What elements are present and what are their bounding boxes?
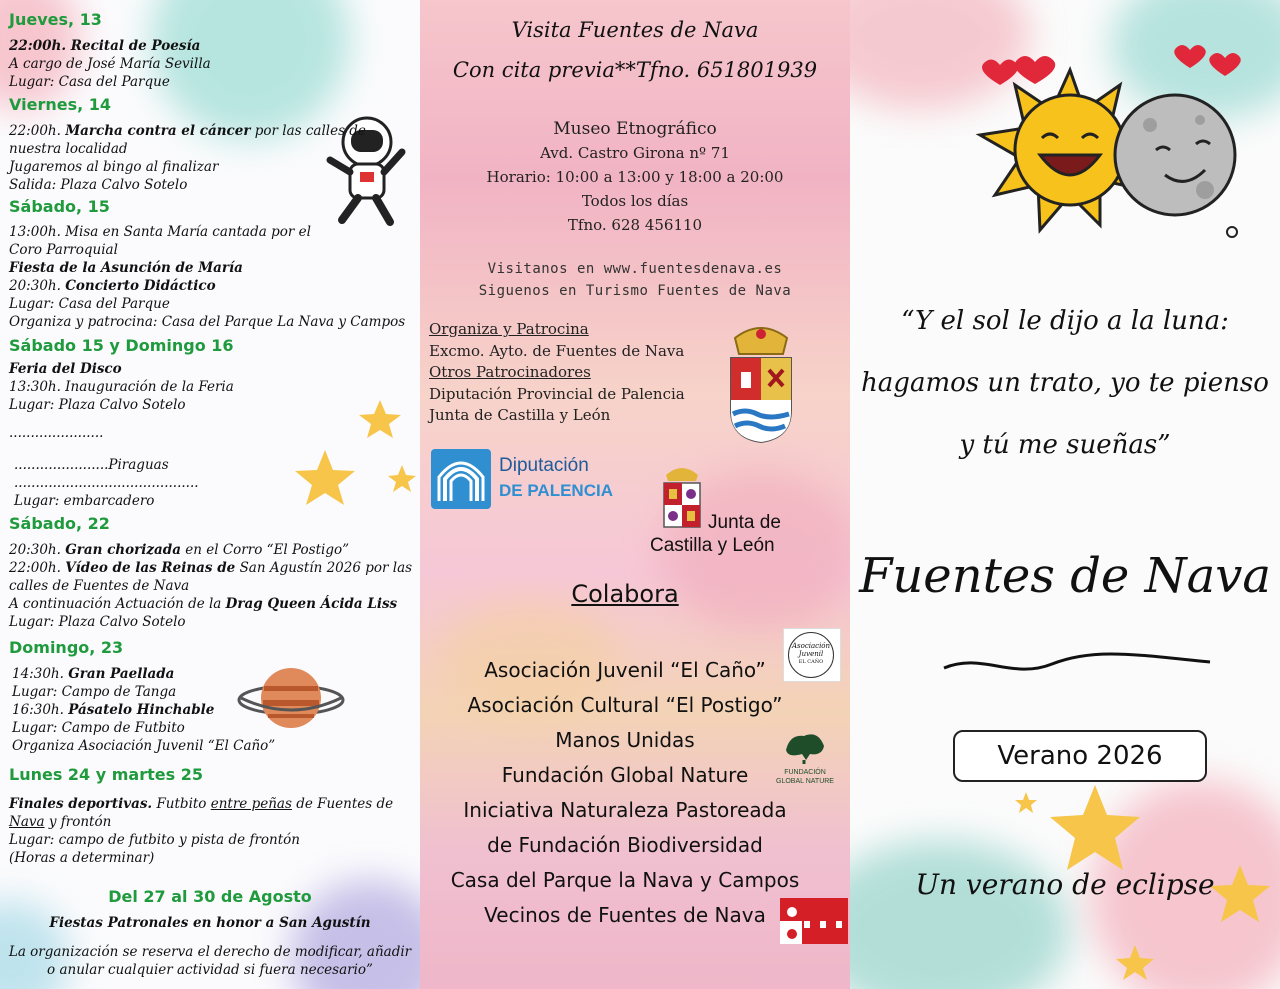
- event-line: [9, 795, 414, 813]
- event-line: nuestra localidad: [9, 141, 128, 157]
- asociacion-juvenil-logo: [783, 628, 841, 682]
- event-line: (Horas a determinar): [9, 850, 155, 866]
- logo-text: Asociación: [791, 642, 831, 650]
- museo-address: Avd. Castro Girona nº 71: [540, 144, 730, 162]
- colabora-item: Casa del Parque la Nava y Campos: [450, 868, 800, 892]
- event-time: 22:00h.: [9, 123, 61, 139]
- day-heading-viernes: Viernes, 14: [9, 95, 112, 114]
- piraguas-line: ......................Piraguas: [14, 457, 169, 473]
- event-line: [9, 595, 414, 613]
- logo-text: Juvenil: [798, 650, 824, 658]
- event-text: de Fuentes de: [296, 796, 394, 812]
- event-line: Salida: Plaza Calvo Sotelo: [9, 177, 188, 193]
- town-title: Fuentes de Nava: [859, 548, 1271, 604]
- jueves-events: [9, 37, 414, 91]
- junta-logo-line1: Junta de: [708, 512, 781, 533]
- event-title: Gran Paellada: [68, 666, 175, 682]
- disclaimer-line: La organización se reserva el derecho de modificar, añadir: [8, 944, 412, 960]
- global-nature-logo: [770, 730, 840, 788]
- quote-line: “Y el sol le dijo a la luna:: [901, 306, 1229, 336]
- event-text: y frontón: [48, 814, 112, 830]
- event-line: Coro Parroquial: [9, 242, 118, 258]
- event-time: 14:30h.: [12, 666, 64, 682]
- event-line: Lugar: Campo de Tanga: [12, 684, 177, 700]
- event-text: A continuación Actuación de la: [9, 596, 222, 612]
- diputacion-logo-line1: Diputación: [499, 455, 589, 476]
- web-info: [420, 258, 850, 302]
- event-line: [12, 701, 417, 719]
- tree-icon: [782, 730, 828, 764]
- event-title: Drag Queen Ácida Liss: [225, 596, 398, 612]
- sabado22-events: [9, 541, 414, 631]
- museo-days: Todos los días: [581, 192, 689, 210]
- day-heading-jueves: Jueves, 13: [9, 10, 102, 29]
- day-heading-agosto: Del 27 al 30 de Agosto: [108, 887, 312, 906]
- event-title: Finales deportivas.: [9, 796, 153, 812]
- event-text: por las calles de: [254, 123, 366, 139]
- event-time: 22:00h.: [9, 560, 61, 576]
- left-panel: [0, 0, 420, 989]
- logo-text: EL CAÑO: [798, 659, 824, 665]
- colabora-item: Asociación Cultural “El Postigo”: [467, 693, 783, 717]
- event-line: Lugar: Plaza Calvo Sotelo: [9, 614, 186, 630]
- event-text: Futbito: [156, 796, 207, 812]
- museo-hours: Horario: 10:00 a 13:00 y 18:00 a 20:00: [486, 168, 784, 186]
- social-line: Siguenos en Turismo Fuentes de Nava: [478, 283, 792, 299]
- colabora-item: Vecinos de Fuentes de Nava: [484, 903, 766, 927]
- logo-text: FUNDACIÓN: [784, 769, 826, 776]
- right-panel: [850, 0, 1280, 989]
- event-text: San Agustín 2026 por las: [239, 560, 413, 576]
- event-line: Organiza Asociación Juvenil “El Caño”: [12, 738, 276, 754]
- day-heading-sabado-22: Sábado, 22: [9, 514, 110, 533]
- tagline: Un verano de eclipse: [915, 868, 1215, 901]
- day-heading-sabado-15: Sábado, 15: [9, 197, 110, 216]
- museo-phone: Tfno. 628 456110: [567, 216, 703, 234]
- quote-line: hagamos un trato, yo te pienso: [861, 368, 1269, 398]
- event-line: 13:30h. Inauguración de la Feria: [9, 379, 234, 395]
- event-line: [9, 541, 414, 559]
- event-time: 20:30h.: [9, 542, 61, 558]
- sponsors-block: [429, 319, 719, 427]
- junta-logo: [648, 465, 848, 560]
- vecinos-flag-logo: [780, 898, 848, 944]
- arch-icon: [431, 449, 491, 509]
- event-text: entre peñas: [210, 796, 292, 812]
- domingo23-events: [12, 665, 417, 755]
- event-line: Lugar: Casa del Parque: [9, 74, 170, 90]
- event-line: [9, 277, 414, 295]
- lunes-events: [9, 795, 414, 867]
- event-line: calles de Fuentes de Nava: [9, 578, 190, 594]
- junta-shield-icon: [660, 465, 704, 533]
- heart-icon: [982, 45, 1241, 85]
- event-title: Vídeo de las Reinas de: [65, 560, 236, 576]
- event-line: [12, 665, 417, 683]
- middle-panel: [420, 0, 850, 989]
- event-line: Feria del Disco: [9, 361, 122, 377]
- event-title: Marcha contra el cáncer: [65, 123, 251, 139]
- event-text: Nava: [9, 814, 45, 830]
- coat-of-arms-logo: [725, 322, 797, 444]
- event-line: 13:00h. Misa en Santa María cantada por el: [9, 224, 311, 240]
- day-heading-sabado-domingo: Sábado 15 y Domingo 16: [9, 336, 234, 355]
- colabora-heading: Colabora: [571, 580, 679, 608]
- wavy-divider: [942, 650, 1212, 680]
- event-line: [9, 559, 414, 577]
- logo-text: GLOBAL NATURE: [776, 778, 834, 785]
- visita-heading: Visita Fuentes de Nava: [511, 18, 759, 42]
- sun-moon-illustration: [960, 40, 1260, 290]
- diputacion-logo: [431, 449, 641, 509]
- event-line: Lugar: Campo de Futbito: [12, 720, 185, 736]
- museo-name: Museo Etnográfico: [553, 119, 717, 139]
- event-text: en el Corro “El Postigo”: [185, 542, 350, 558]
- dots-line: ...........................................: [14, 475, 199, 491]
- disclaimer: [0, 943, 420, 979]
- website-line: Visitanos en www.fuentesdenava.es: [487, 261, 783, 277]
- verano-badge: Verano 2026: [953, 730, 1207, 782]
- colabora-item: Iniciativa Naturaleza Pastoreada: [463, 798, 787, 822]
- diputacion-logo-line2: DE PALENCIA: [499, 481, 613, 500]
- organiza-name: Excmo. Ayto. de Fuentes de Nava: [429, 341, 685, 360]
- disclaimer-line: o anular cualquier actividad si fuera necesario”: [47, 962, 373, 978]
- event-line: Lugar: Casa del Parque: [9, 296, 170, 312]
- colabora-item: Manos Unidas: [555, 728, 695, 752]
- sabado15-events: [9, 223, 414, 331]
- piraguas-location: Lugar: embarcadero: [14, 493, 155, 509]
- quote-block: [850, 290, 1280, 476]
- event-line: Organiza y patrocina: Casa del Parque La Nava y Campos: [9, 314, 406, 330]
- event-line: [9, 122, 414, 140]
- event-title: Concierto Didáctico: [65, 278, 216, 294]
- museo-info: [420, 117, 850, 237]
- colabora-item: de Fundación Biodiversidad: [487, 833, 763, 857]
- day-heading-domingo-23: Domingo, 23: [9, 638, 124, 657]
- viernes-events: [9, 122, 414, 194]
- otros-heading: Otros Patrocinadores: [429, 363, 591, 381]
- sponsor-item: Junta de Castilla y León: [429, 406, 611, 424]
- sabado-domingo-events: [9, 360, 414, 414]
- colabora-item: Asociación Juvenil “El Caño”: [484, 658, 766, 682]
- sponsor-item: Diputación Provincial de Palencia: [429, 384, 685, 403]
- event-line: Fiesta de la Asunción de María: [9, 260, 243, 276]
- event-line: Lugar: campo de futbito y pista de frontón: [9, 832, 300, 848]
- event-line: 22:00h. Recital de Poesía: [9, 38, 201, 54]
- event-title: Pásatelo Hinchable: [68, 702, 215, 718]
- day-heading-lunes: Lunes 24 y martes 25: [9, 765, 203, 784]
- fiestas-patronales: Fiestas Patronales en honor a San Agustín: [49, 915, 371, 931]
- event-time: 20:30h.: [9, 278, 61, 294]
- organiza-heading: Organiza y Patrocina: [429, 320, 589, 338]
- event-line: Lugar: Plaza Calvo Sotelo: [9, 397, 186, 413]
- event-title: Gran chorizada: [65, 542, 181, 558]
- dots-line: ......................: [9, 425, 104, 441]
- colabora-item: Fundación Global Nature: [501, 763, 749, 787]
- colabora-list: [420, 653, 830, 933]
- event-line: [9, 813, 414, 831]
- quote-line: y tú me sueñas”: [959, 430, 1171, 460]
- event-line: Jugaremos al bingo al finalizar: [9, 159, 219, 175]
- junta-logo-line2: Castilla y León: [650, 535, 775, 556]
- event-line: A cargo de José María Sevilla: [9, 56, 211, 72]
- cita-previa-line: Con cita previa**Tfno. 651801939: [452, 58, 818, 82]
- event-time: 16:30h.: [12, 702, 64, 718]
